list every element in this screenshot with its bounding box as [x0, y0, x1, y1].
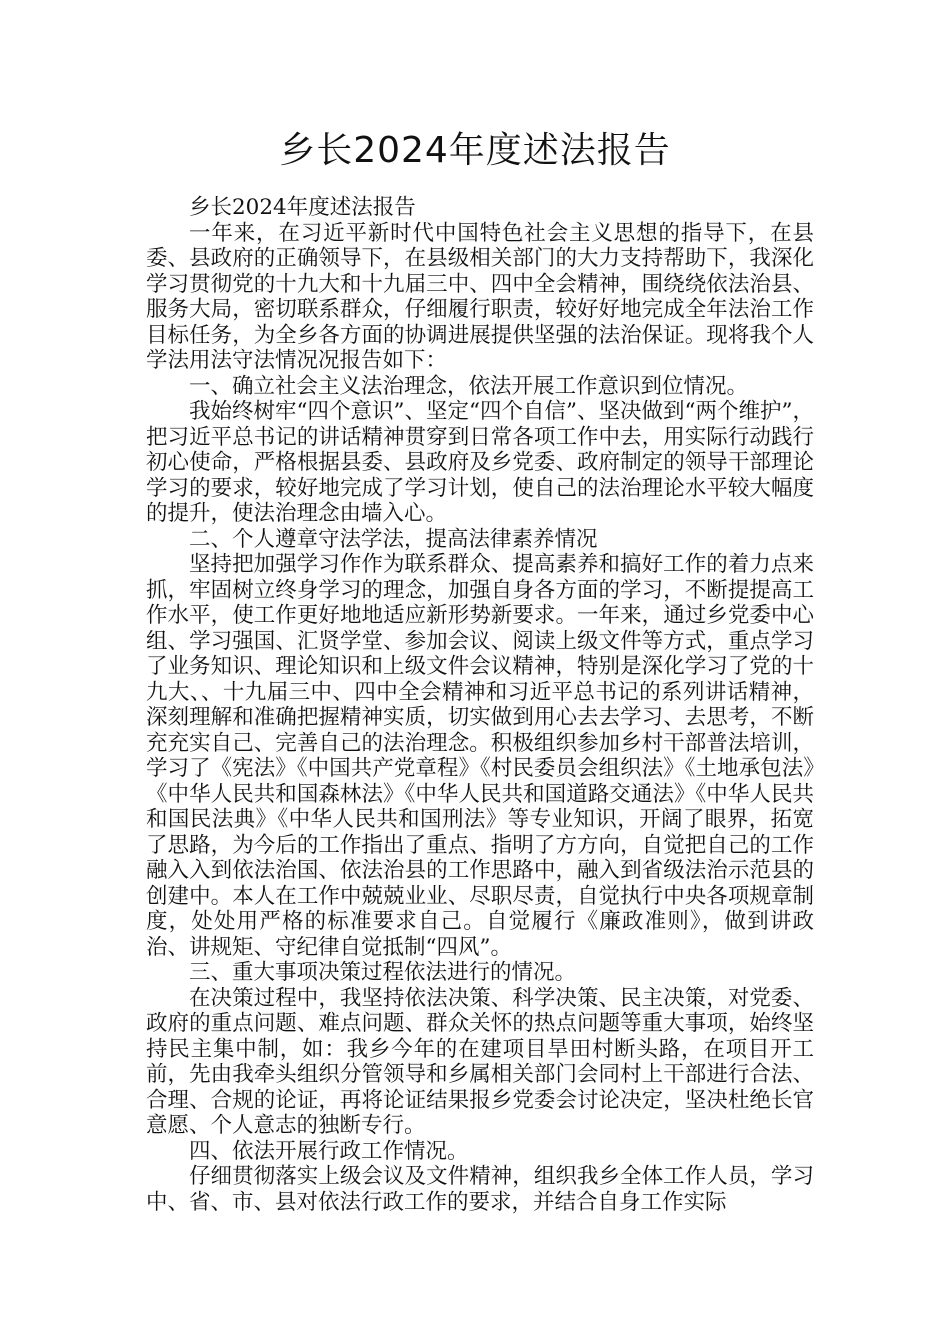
paragraph-section-4: 仔细贯彻落实上级会议及文件精神，组织我乡全体工作人员，学习中、省、市、县对依法行政工作的要求，并结合自身工作实际: [146, 1164, 814, 1215]
section-heading-4: 四、依法开展行政工作情况。: [189, 1138, 469, 1164]
paragraph-heading-repeat: 乡长2024年度述法报告: [189, 195, 416, 220]
document-body: [146, 195, 814, 1215]
paragraph-intro: 一年来，在习近平新时代中国特色社会主义思想的指导下，在县委、县政府的正确领导下，在县级相关部门的大力支持帮助下，我深化学习贯彻党的十九大和十九届三中、四中全会精神，围绕绕依法治县、服务大局，密切联系群众，仔细履行职责，较好好地完成全年法治工作目标任务，为全乡各方面的协调进展提供坚强的法治保证。现将我个人学法用法守法情况况报告如下：: [146, 220, 814, 373]
paragraph-section-2: 坚持把加强学习作作为联系群众、提高素养和搞好工作的着力点来抓，牢固树立终身学习的理念，加强自身各方面的学习，不断提提高工作水平，使工作更好地地适应新形势新要求。一年来，通过乡党委中心组、学习强国、汇贤学堂、参加会议、阅读上级文件等方式，重点学习了业务知识、理论知识和上级文件会议精神，特别是深化学习了党的十九大、、十九届三中、四中全会精神和习近平总书记的系列讲话精神，深刻理解和准确把握精神实质，切实做到用心去去学习、去思考，不断充充实自己、完善自己的法治理念。积极组织参加乡村干部普法培训，学习了《宪法》《中国共产党章程》《村民委员会组织法》《土地承包法》《中华人民共和国森林法》《中华人民共和国道路交通法》《中华人民共和国民法典》《中华人民共和国刑法》等专业知识，开阔了眼界，拓宽了思路，为今后的工作指出了重点、指明了方方向，自觉把自己的工作融入入到依法治国、依法治县的工作思路中，融入到省级法治示范县的创建中。本人在工作中兢兢业业、尽职尽责，自觉执行中央各项规章制度，处处用严格的标准要求自己。自觉履行《廉政准则》，做到讲政治、讲规矩、守纪律自觉抵制“四风”。: [146, 552, 814, 960]
paragraph-section-3: 在决策过程中，我坚持依法决策、科学决策、民主决策，对党委、政府的重点问题、难点问题、群众关怀的热点问题等重大事项，始终坚持民主集中制，如：我乡今年的在建项目旱田村断头路，在项目开工前，先由我牵头组织分管领导和乡属相关部门会同村上干部进行合法、合理、合规的论证，再将论证结果报乡党委会讨论决定，坚决杜绝长官意愿、个人意志的独断专行。: [146, 985, 814, 1138]
section-heading-1: 一、确立社会主义法治理念，依法开展工作意识到位情况。: [189, 373, 749, 399]
section-heading-3: 三、重大事项决策过程依法进行的情况。: [189, 960, 577, 985]
paragraph-section-1: 我始终树牢“四个意识”、坚定“四个自信”、坚决做到“两个维护”，把习近平总书记的讲话精神贯穿到日常各项工作中去，用实际行动践行初心使命，严格根据县委、县政府及乡党委、政府制定的领导干部理论学习的要求，较好地完成了学习计划，使自己的法治理论水平较大幅度的提升，使法治理念由墙入心。: [146, 399, 814, 526]
section-heading-2: 二、个人遵章守法学法，提高法律素养情况: [189, 526, 598, 552]
document-title: 乡长2024年度述法报告: [279, 130, 671, 171]
